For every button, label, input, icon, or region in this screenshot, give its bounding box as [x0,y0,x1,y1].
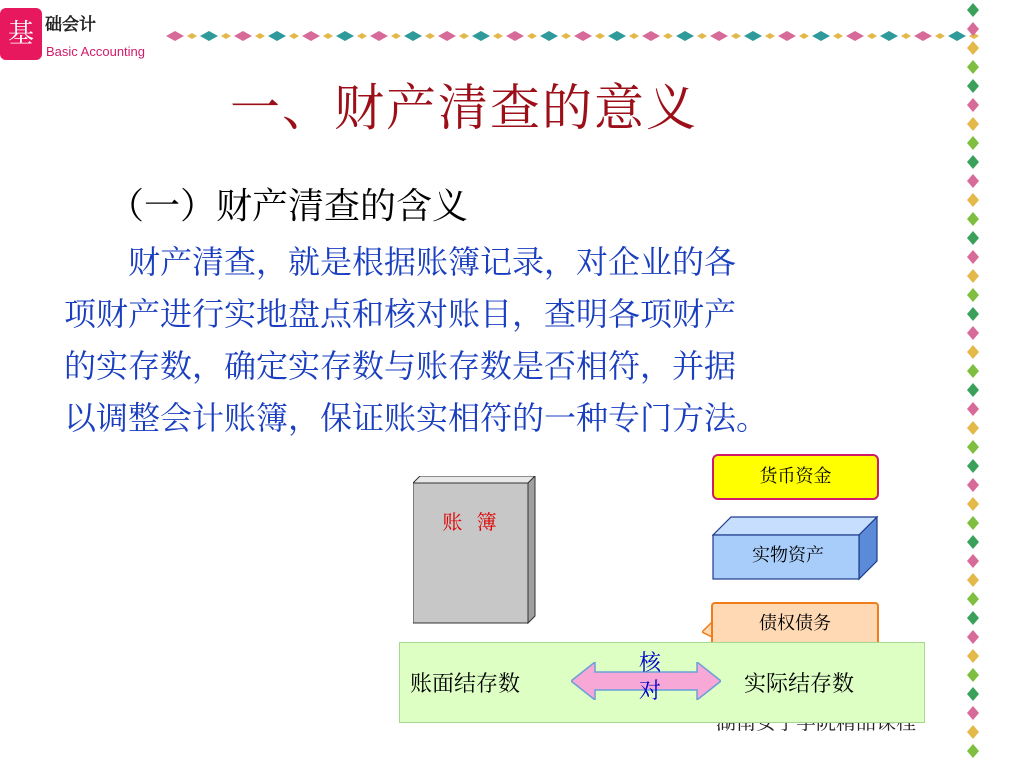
top-border-decoration [165,26,995,46]
body-line: 以调整会计账簿，保证账实相符的一种专门方法。 [64,399,769,437]
logo-title-cn: 础会计 [45,15,96,35]
money-funds-box: 货币资金 [712,454,879,500]
body-paragraph [64,236,944,444]
page-title: 一、财产清查的意义 [230,79,698,137]
ledger-book-shape [413,476,537,626]
verify-label-bottom: 对 [638,679,661,704]
right-border-decoration [962,0,984,768]
section-subtitle: （一）财产清查的含义 [108,186,469,227]
physical-assets-label: 实物资产 [752,545,824,566]
ledger-book-label: 账 簿 [442,510,501,534]
logo-badge: 基 [0,8,42,60]
logo-title-en: Basic Accounting [46,44,146,59]
body-line: 的实存数，确定实存数与账存数是否相符，并据 [64,347,737,385]
verify-label [633,650,667,706]
book-balance-label: 账面结存数 [410,672,521,697]
body-line: 财产清查，就是根据账簿记录，对企业的各 [64,243,737,281]
claims-debts-box: 债权债务 [711,602,879,646]
verify-label-top: 核 [638,651,661,676]
body-line: 项财产进行实地盘点和核对账目，查明各项财产 [64,295,737,333]
actual-balance-label: 实际结存数 [744,672,855,697]
